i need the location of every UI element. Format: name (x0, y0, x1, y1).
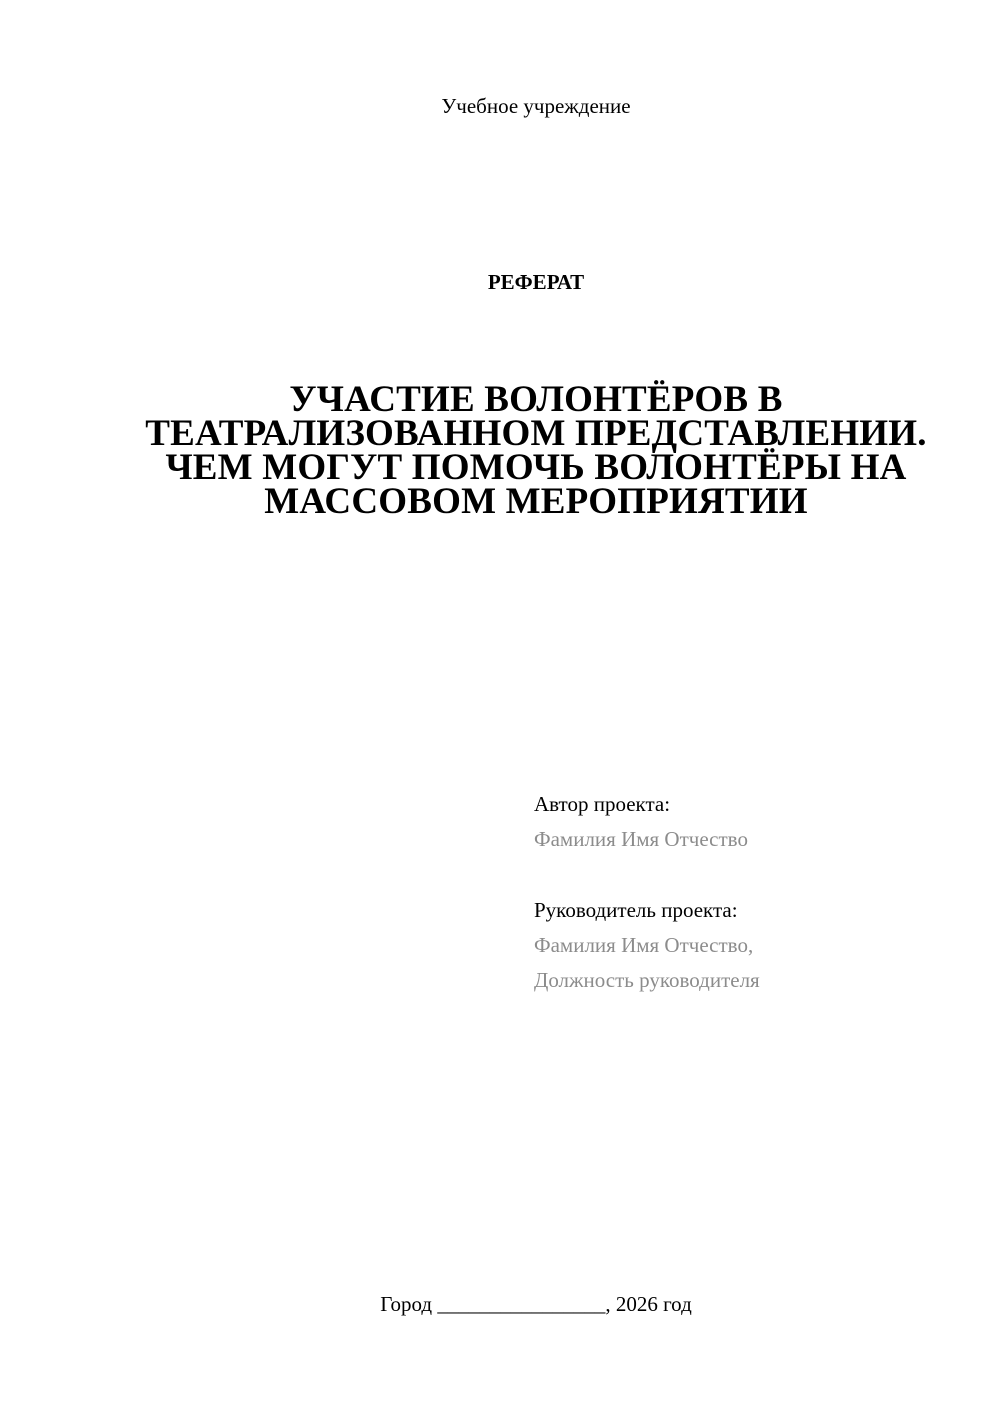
document-title: УЧАСТИЕ ВОЛОНТЁРОВ В ТЕАТРАЛИЗОВАННОМ ПРЕДСТАВЛЕНИИ. ЧЕМ МОГУТ ПОМОЧЬ ВОЛОНТЁРЫ НА МАССОВОМ МЕРОПРИЯТИИ (145, 379, 927, 522)
author-block (534, 787, 748, 857)
author-name: Фамилия Имя Отчество (534, 827, 748, 851)
supervisor-name: Фамилия Имя Отчество, (534, 933, 754, 957)
city-year-line: Город ________________, 2026 год (380, 1292, 692, 1316)
author-label: Автор проекта: (534, 792, 671, 816)
document-type: РЕФЕРАТ (487, 270, 585, 294)
supervisor-position: Должность руководителя (534, 968, 760, 992)
supervisor-block (534, 893, 760, 998)
institution-name: Учебное учреждение (441, 94, 631, 118)
supervisor-label: Руководитель проекта: (534, 898, 738, 922)
